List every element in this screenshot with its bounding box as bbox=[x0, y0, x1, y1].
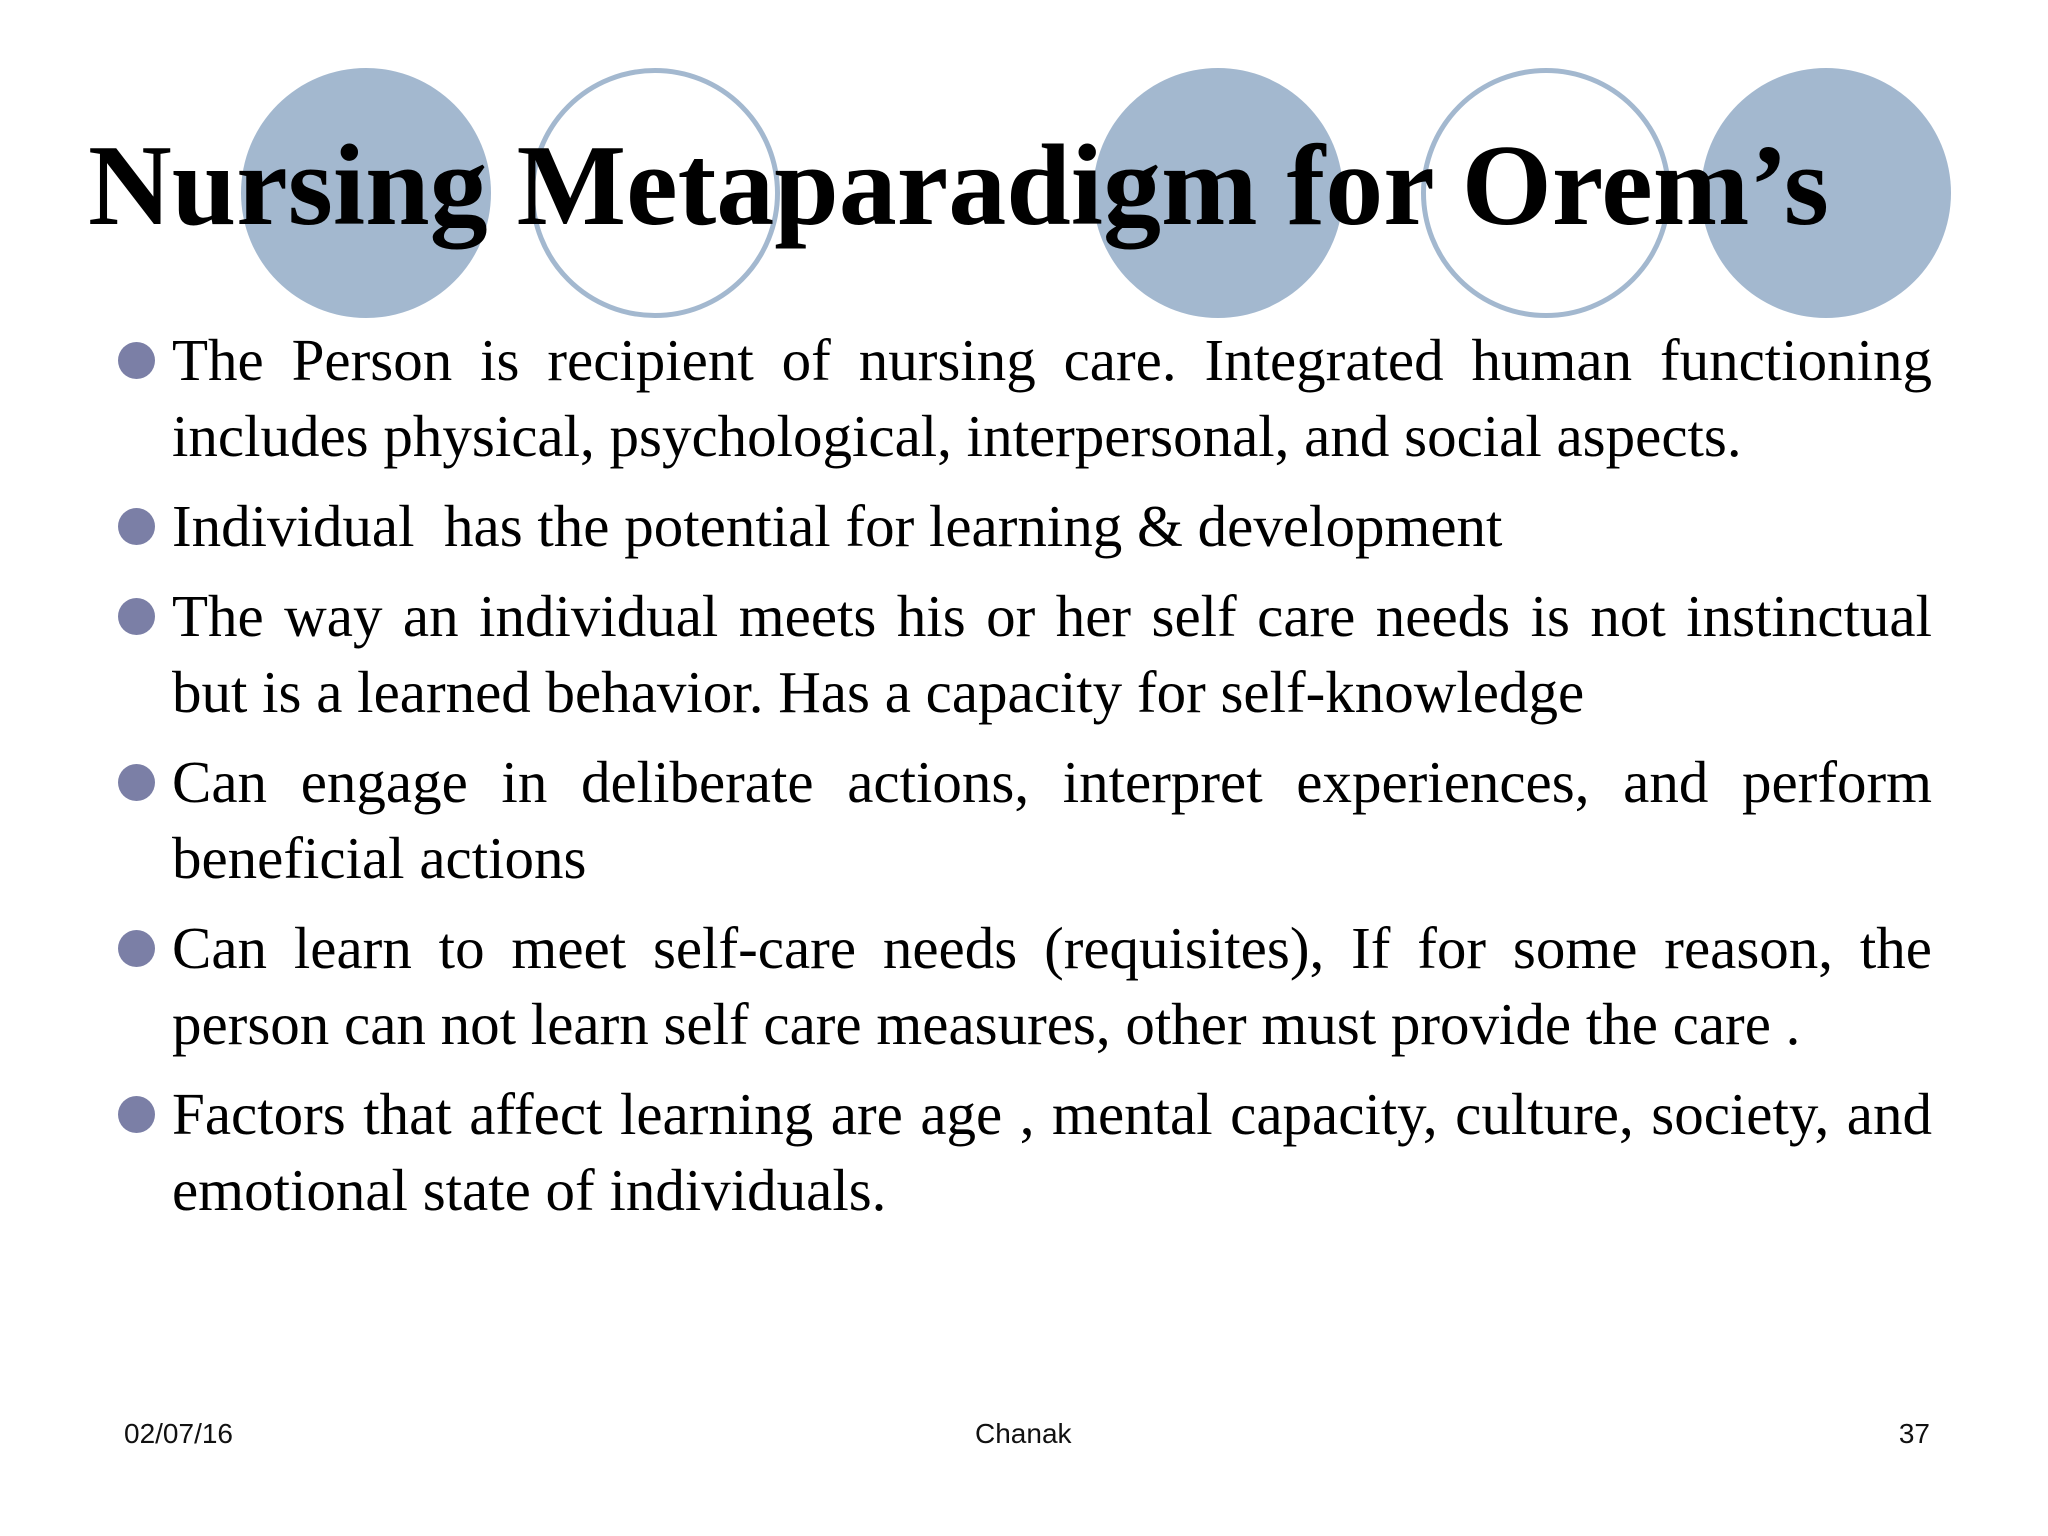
bullet-dot-icon bbox=[118, 930, 155, 967]
bullet-dot-icon bbox=[118, 598, 155, 635]
bullet-item bbox=[118, 488, 1932, 564]
bullet-dot-icon bbox=[118, 1096, 155, 1133]
bullet-dot-icon bbox=[118, 764, 155, 801]
bullet-item bbox=[118, 322, 1932, 474]
bullet-item bbox=[118, 1076, 1932, 1228]
bullet-item bbox=[118, 578, 1932, 730]
bullet-text: The Person is recipient of nursing care. Integrated human functioning includes physical, psychological, interpersonal, and social aspects. bbox=[172, 327, 1932, 469]
bullet-text: Can engage in deliberate actions, interpret experiences, and perform beneficial actions bbox=[172, 749, 1932, 891]
bullet-dot-icon bbox=[118, 342, 155, 379]
footer-author: Chanak bbox=[975, 1418, 1072, 1449]
bullet-text: Factors that affect learning are age , mental capacity, culture, society, and emotional state of individuals. bbox=[172, 1081, 1932, 1223]
bullet-item bbox=[118, 744, 1932, 896]
bullet-list bbox=[118, 322, 1932, 1242]
bullet-item bbox=[118, 910, 1932, 1062]
bullet-text: Can learn to meet self-care needs (requisites), If for some reason, the person can not learn self care measures, other must provide the care . bbox=[172, 915, 1932, 1057]
slide-title: Nursing Metaparadigm for Orem’s bbox=[88, 122, 1829, 250]
bullet-dot-icon bbox=[118, 508, 155, 545]
footer-date: 02/07/16 bbox=[124, 1418, 233, 1449]
bullet-text: The way an individual meets his or her self care needs is not instinctual but is a learned behavior. Has a capacity for self-knowledge bbox=[172, 583, 1932, 725]
footer-page-number: 37 bbox=[1898, 1418, 1930, 1449]
bullet-text: Individual has the potential for learning & development bbox=[172, 493, 1503, 559]
